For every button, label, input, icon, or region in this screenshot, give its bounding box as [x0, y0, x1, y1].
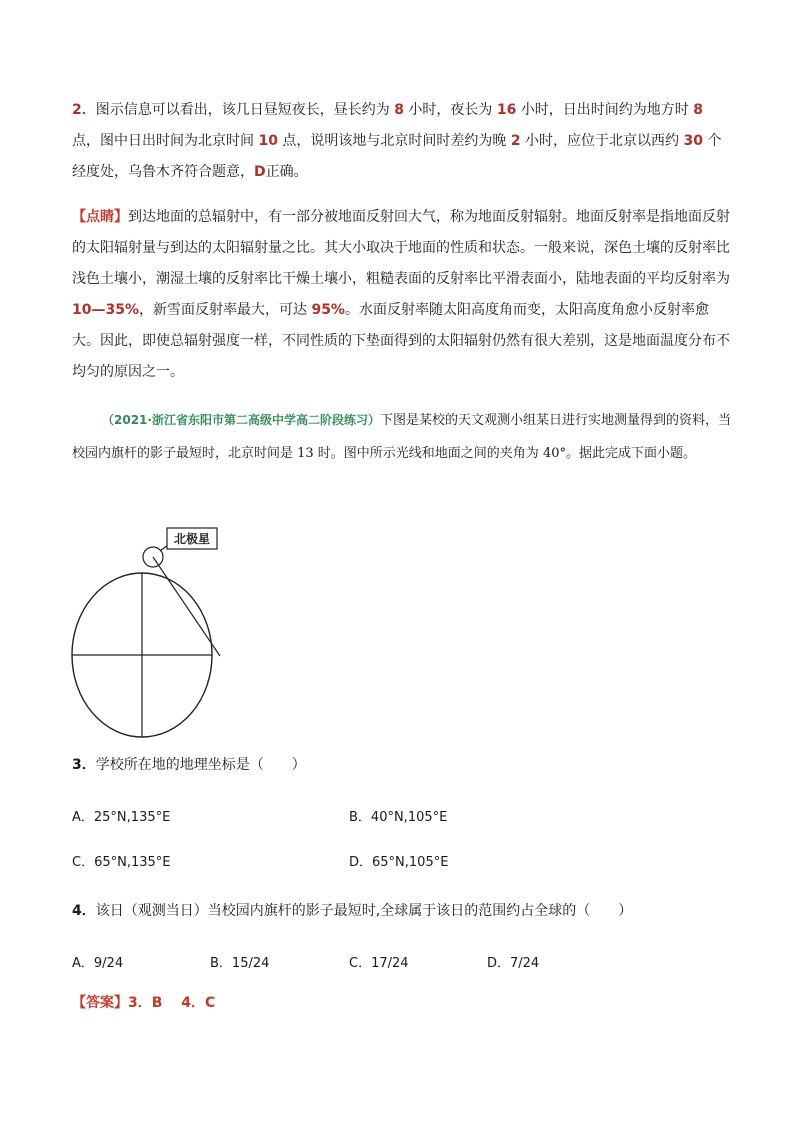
tip-label: 【点睛】: [72, 209, 128, 225]
answer-text: 3．B 4．C: [128, 995, 216, 1011]
polaris-label: 北极星: [173, 532, 211, 546]
source-label: （2021·浙江省东阳市第二高级中学高二阶段练习）: [102, 413, 380, 427]
question-source-paragraph: （2021·浙江省东阳市第二高级中学高二阶段练习）下图是某校的天文观测小组某日进行实地测量得到的资料，当校园内旗杆的影子最短时，北京时间是 13 时。图中所示光线和地面之间的夹角为 40°。据此完成下面小题。: [72, 413, 731, 461]
q3-option-a[interactable]: A．25°N,135°E: [72, 810, 171, 825]
answer-label: 【答案】: [72, 995, 128, 1011]
sun-ray-line: [153, 557, 220, 656]
q3-option-d[interactable]: D．65°N,105°E: [349, 855, 449, 870]
earth-diagram: [60, 518, 260, 748]
explanation-2: 2．图示信息可以看出，该几日昼短夜长，昼长约为 8 小时，夜长为 16 小时，日出时间约为地方时 8 点，图中日出时间为北京时间 10 点，说明该地与北京时间时差约为晚 2 小时，应位于北京以西约 30 个经度处，乌鲁木齐符合题意，D正确。: [72, 102, 722, 180]
question-3: 3．学校所在地的地理坐标是（ ）: [72, 757, 306, 773]
q3-option-c[interactable]: C．65°N,135°E: [72, 855, 171, 870]
tip-paragraph: 【点睛】到达地面的总辐射中，有一部分被地面反射回大气，称为地面反射辐射。地面反射率是指地面反射的太阳辐射量与到达的太阳辐射量之比。其大小取决于地面的性质和状态。一般来说，深色土壤的反射率比浅色土壤小，潮湿土壤的反射率比干燥土壤小，粗糙表面的反射率比平滑表面小，陆地表面的平均反射率为 10—35%，新雪面反射率最大，可达 95%。水面反射率随太阳高度角而变，太阳高度角愈小反射率愈大。因此，即使总辐射强度一样，不同性质的下垫面得到的太阳辐射仍然有很大差别，这是地面温度分布不均匀的原因之一。: [72, 209, 730, 380]
question-4: 4．该日（观测当日）当校园内旗杆的影子最短时,全球属于该日的范围约占全球的（ ）: [72, 903, 633, 919]
q4-option-c[interactable]: C．17/24: [349, 956, 409, 971]
q3-option-b[interactable]: B．40°N,105°E: [349, 810, 448, 825]
q4-option-a[interactable]: A．9/24: [72, 956, 124, 971]
q4-option-b[interactable]: B．15/24: [210, 956, 270, 971]
answer-line: [72, 992, 215, 1012]
q4-option-d[interactable]: D．7/24: [487, 956, 540, 971]
